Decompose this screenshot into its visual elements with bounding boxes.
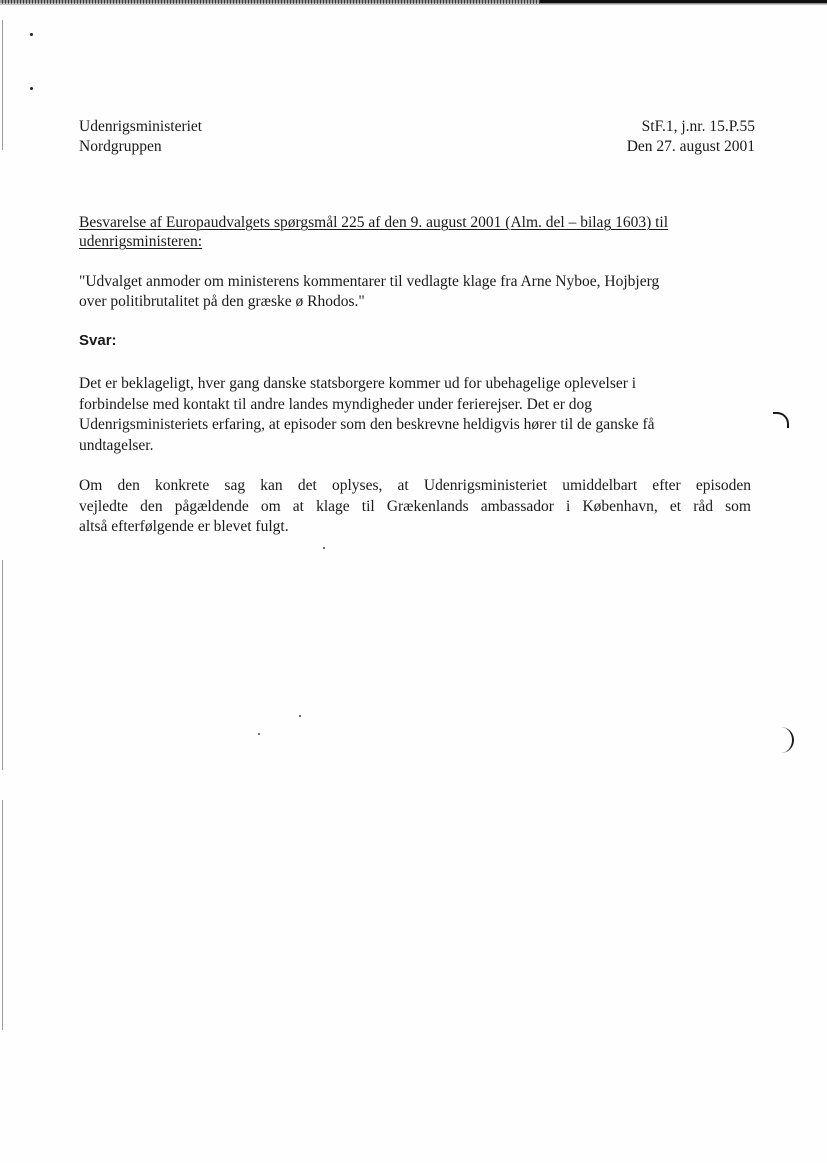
- sender-department: Nordgruppen: [79, 138, 162, 155]
- paragraph-line: Det er beklageligt, hver gang danske statsborgere kommer ud for ubehagelige oplevelser i: [79, 375, 637, 392]
- subject-heading: [79, 213, 757, 251]
- subject-line: Besvarelse af Europaudvalgets spørgsmål 225 af den 9. august 2001 (Alm. del – bilag 1603) til: [79, 214, 669, 231]
- scan-speck: [323, 547, 325, 549]
- paragraph-line: vejledte den pågældende om at klage til Grækenlands ambassador i København, et råd som: [79, 497, 751, 515]
- punch-hole-mark: [778, 727, 794, 753]
- journal-number: StF.1, j.nr. 15.P.55: [641, 118, 755, 135]
- paragraph-line: altså efterfølgende er blevet fulgt.: [79, 518, 289, 535]
- answer-paragraph-1: [79, 374, 751, 456]
- subject-line: udenrigsministeren:: [79, 233, 203, 250]
- scan-left-edge: [2, 560, 3, 770]
- scan-speck: [299, 715, 301, 717]
- paragraph-line: Udenrigsministeriets erfaring, at episoder som den beskrevne heldigvis hører til de ganske få: [79, 416, 655, 433]
- question-line: "Udvalget anmoder om ministerens kommentarer til vedlagte klage fra Arne Nyboe, Hojbjerg: [79, 273, 660, 290]
- punch-hole-mark: [773, 412, 789, 428]
- scan-top-dither: [0, 0, 540, 4]
- scan-left-edge: [2, 800, 3, 1030]
- answer-heading: Svar:: [79, 332, 117, 349]
- question-line: over politibrutalitet på den græske ø Rhodos.": [79, 293, 365, 310]
- scan-left-edge: [2, 20, 3, 150]
- paragraph-line: Om den konkrete sag kan det oplyses, at Udenrigsministeriet umiddelbart efter episoden: [79, 477, 751, 494]
- scan-dot: [30, 33, 33, 36]
- paragraph-line: undtagelser.: [79, 436, 154, 454]
- question-quote: [79, 272, 759, 312]
- sender-block: [79, 117, 202, 157]
- document-date: Den 27. august 2001: [626, 138, 755, 155]
- sender-ministry: Udenrigsministeriet: [79, 118, 203, 135]
- reference-block: [627, 117, 755, 157]
- paragraph-line: forbindelse med kontakt til andre landes myndigheder under ferierejser. Det er dog: [79, 395, 593, 413]
- answer-paragraph-2: [79, 476, 751, 538]
- scan-dot: [30, 87, 33, 90]
- scan-speck: [258, 733, 260, 735]
